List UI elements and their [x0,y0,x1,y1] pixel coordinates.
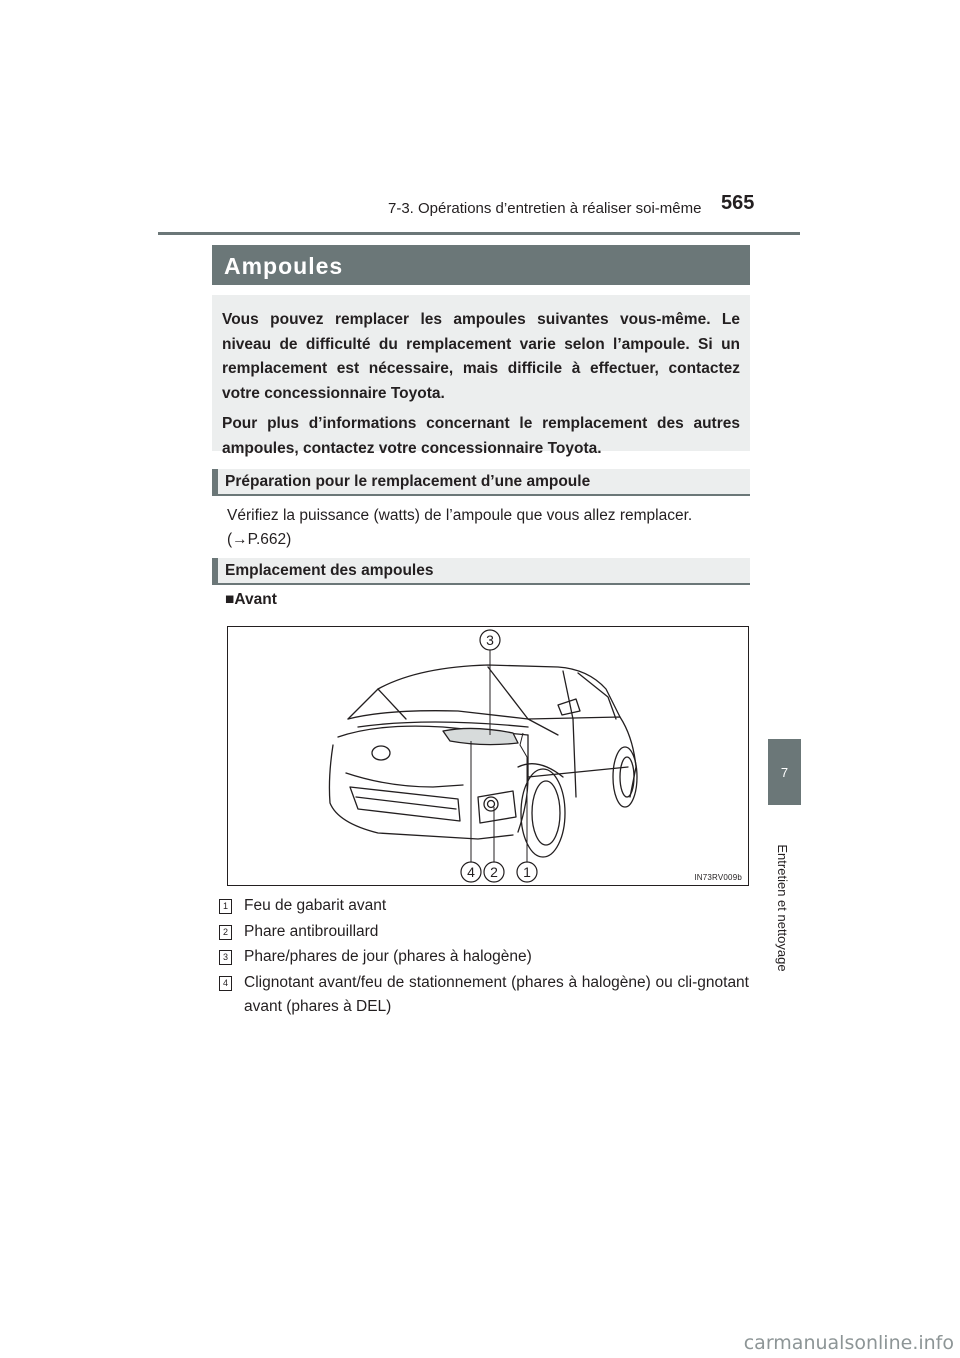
callout-1: 1 [523,864,531,880]
legend-number: 2 [219,925,232,940]
preparation-text [227,504,749,552]
chapter-number: 7 [780,764,789,780]
legend-number: 4 [219,976,232,991]
header-rule [158,232,800,235]
legend-list [219,894,749,1021]
intro-paragraph-1: Vous pouvez remplacer les ampoules suivantes vous-même. Le niveau de difficulté du remplacement varie selon l’ampoule. Si un remplacement est nécessaire, mais difficile à effectuer, contactez votre concessionnaire Toyota. [222,311,740,402]
section-heading-location: Emplacement des ampoules [212,558,750,585]
car-illustration [228,627,747,884]
running-header: 7-3. Opérations d’entretien à réaliser soi-même [388,200,702,217]
legend-number: 3 [219,950,232,965]
subheading-front: ■Avant [225,591,277,608]
watermark: carmanualsonline.info [743,1332,954,1354]
list-item [219,894,749,919]
legend-text: Phare antibrouillard [244,922,379,940]
callout-2: 2 [490,864,498,880]
page-number: 565 [721,192,755,214]
section-heading-preparation: Préparation pour le remplacement d’une ampoule [212,469,750,496]
figure-code: IN73RV009b [694,873,742,882]
chapter-tab [768,739,801,805]
list-item [219,945,749,970]
intro-paragraph-2: Pour plus d’informations concernant le remplacement des autres ampoules, contactez votre concessionnaire Toyota. [222,415,740,457]
callout-3: 3 [486,632,494,648]
legend-number: 1 [219,899,232,914]
preparation-text-line-1: Vérifiez la puissance (watts) de l’ampoule que vous allez remplacer. [227,507,693,524]
callout-4: 4 [467,864,475,880]
legend-text: Clignotant avant/feu de stationnement (phares à halogène) ou cli-gnotant avant (phares à DEL) [244,973,749,1015]
list-item [219,920,749,945]
page-title: Ampoules [212,245,750,285]
list-item [219,971,749,1020]
legend-text: Phare/phares de jour (phares à halogène) [244,948,532,965]
page-reference: (→P.662) [227,531,292,548]
legend-text: Feu de gabarit avant [244,897,387,914]
vehicle-figure [227,626,749,886]
intro-box [212,295,750,457]
chapter-label: Entretien et nettoyage [775,844,790,972]
